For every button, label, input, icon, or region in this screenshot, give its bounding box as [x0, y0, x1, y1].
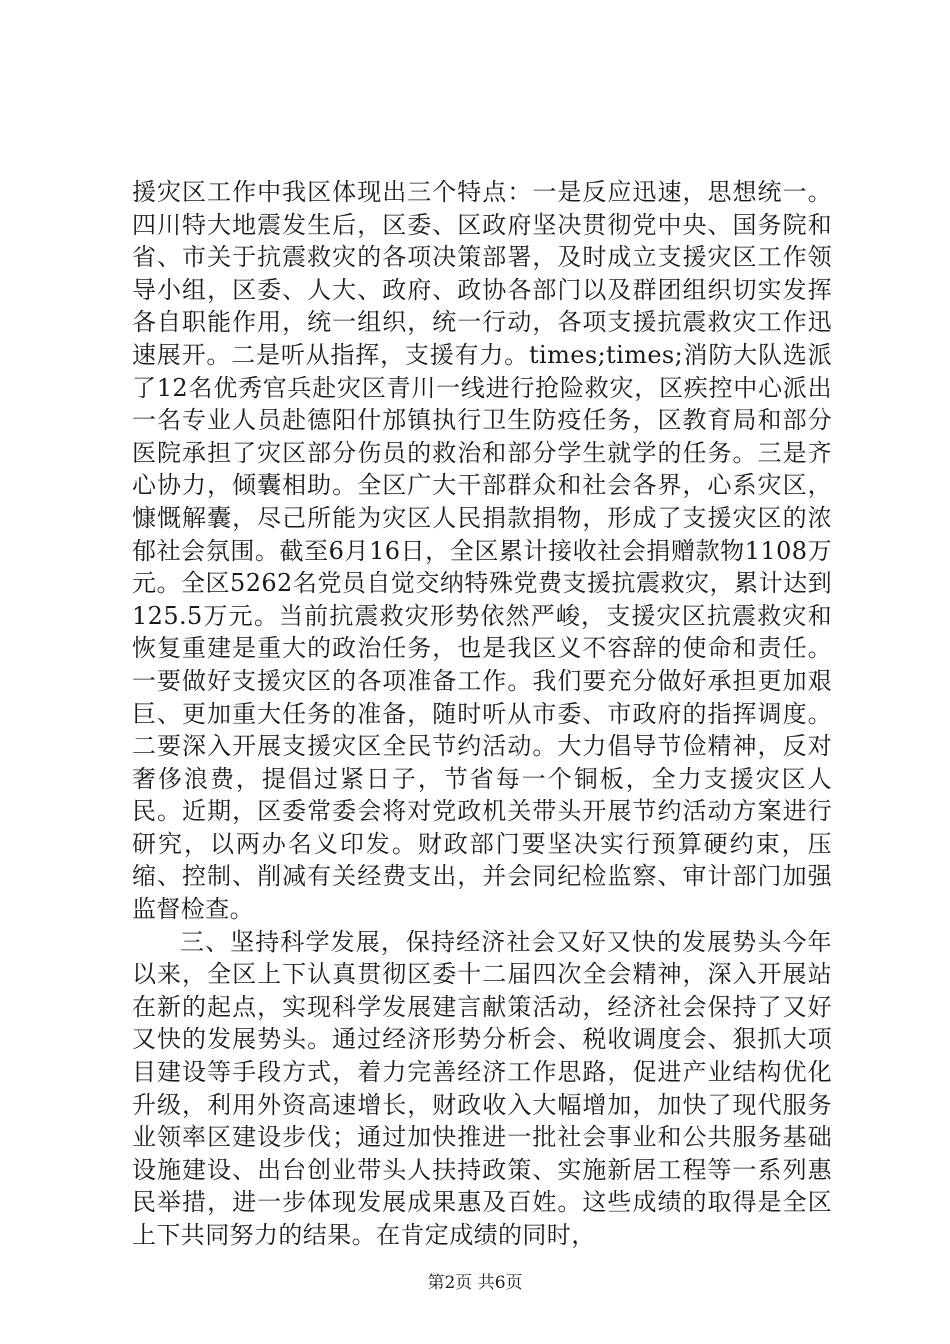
paragraph-section-three: 三、坚持科学发展，保持经济社会又好又快的发展势头今年以来，全区上下认真贯彻区委十二届四次全会精神，深入开展站在新的起点，实现科学发展建言献策活动，经济社会保持了又好又快的发展势头。通过经济形势分析会、税收调度会、狠抓大项目建设等手段方式，着力完善经济工作思路，促进产业结构优化升级，利用外资高速增长，财政收入大幅增加，加快了现代服务业领率区建设步伐；通过加快推进一批社会事业和公共服务基础设施建设、出台创业带头人扶持政策、实施新居工程等一系列惠民举措，进一步体现发展成果惠及百姓。这些成绩的取得是全区上下共同努力的结果。在肯定成绩的同时， [132, 927, 832, 1249]
page-footer: 第2页 共6页 [427, 1273, 523, 1293]
body-text [132, 176, 832, 1252]
paragraph-continuation: 援灾区工作中我区体现出三个特点：一是反应迅速，思想统一。四川特大地震发生后，区委、区政府坚决贯彻党中央、国务院和省、市关于抗震救灾的各项决策部署，及时成立支援灾区工作领导小组，区委、人大、政府、政协各部门以及群团组织切实发挥各自职能作用，统一组织，统一行动，各项支援抗震救灾工作迅速展开。二是听从指挥，支援有力。times;times;消防大队选派了12名优秀官兵赴灾区青川一线进行抢险救灾，区疾控中心派出一名专业人员赴德阳什邡镇执行卫生防疫任务，区教育局和部分医院承担了灾区部分伤员的救治和部分学生就学的任务。三是齐心协力，倾囊相助。全区广大干部群众和社会各界，心系灾区，慷慨解囊，尽己所能为灾区人民捐款捐物，形成了支援灾区的浓郁社会氛围。截至6月16日，全区累计接收社会捐赠款物1108万元。全区5262名党员自觉交纳特殊党费支援抗震救灾，累计达到125.5万元。当前抗震救灾形势依然严峻，支援灾区抗震救灾和恢复重建是重大的政治任务，也是我区义不容辞的使命和责任。一要做好支援灾区的各项准备工作。我们要充分做好承担更加艰巨、更加重大任务的准备，随时听从市委、市政府的指挥调度。二要深入开展支援灾区全民节约活动。大力倡导节俭精神，反对奢侈浪费，提倡过紧日子，节省每一个铜板，全力支援灾区人民。近期，区委常委会将对党政机关带头开展节约活动方案进行研究，以两办名义印发。财政部门要坚决实行预算硬约束，压缩、控制、削减有关经费支出，并会同纪检监察、审计部门加强监督检查。 [132, 178, 832, 924]
